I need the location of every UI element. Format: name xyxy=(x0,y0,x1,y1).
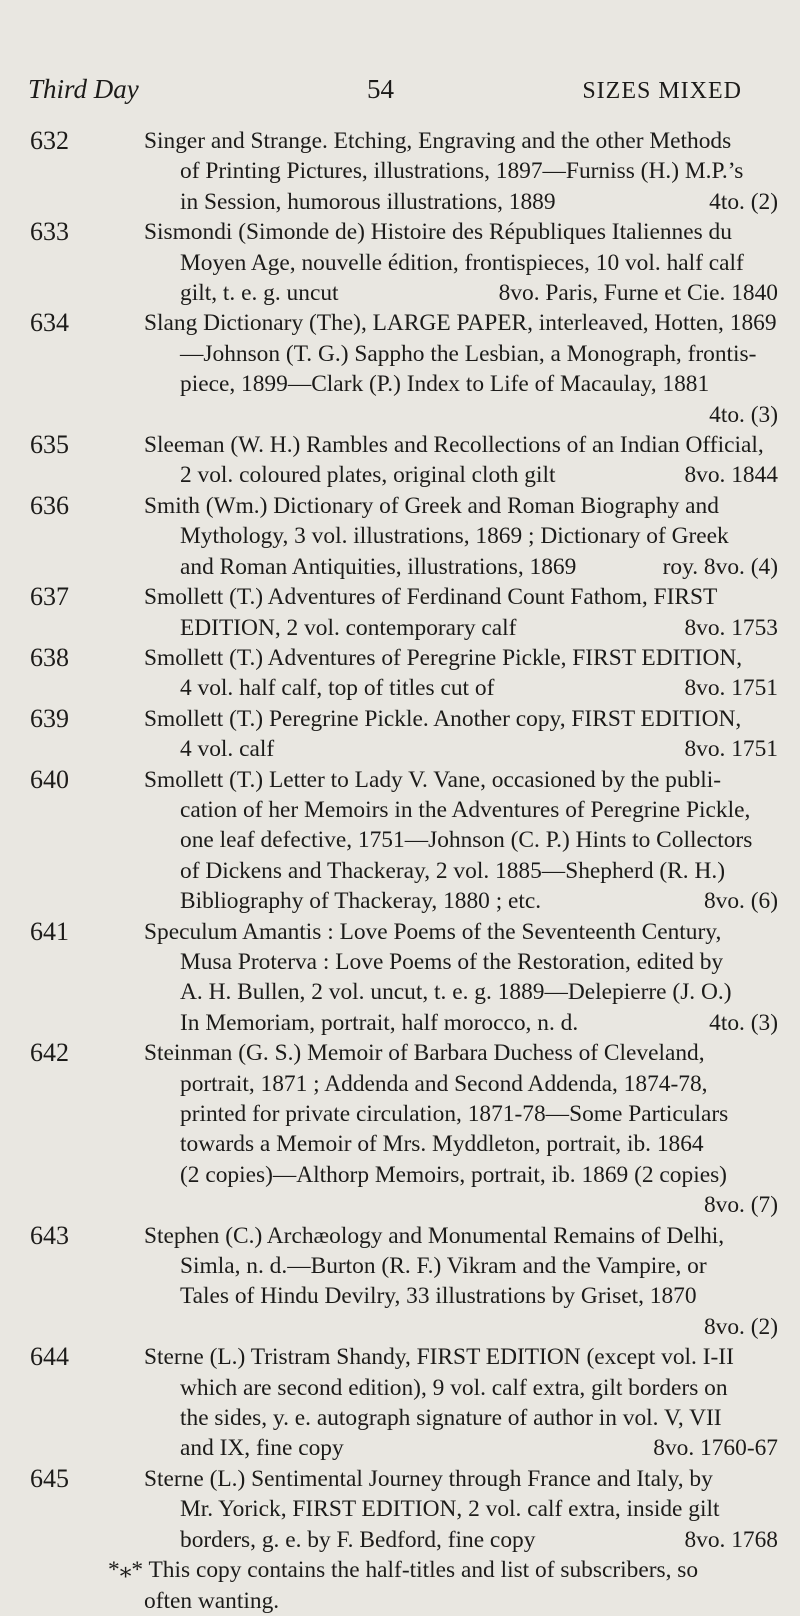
entry-line xyxy=(144,1008,778,1038)
entry-line xyxy=(144,734,778,764)
entry-line: Sleeman (W. H.) Rambles and Recollections of an Indian Official, xyxy=(144,432,764,459)
entry-line xyxy=(144,613,778,643)
entry-text: 4 vol. half calf, top of titles cut of xyxy=(180,675,495,702)
lot-entry xyxy=(0,430,800,491)
lot-entry xyxy=(0,917,800,1039)
entry-line: Smollett (T.) Adventures of Peregrine Pickle, FIRST EDITION, xyxy=(144,644,743,671)
entry-text: gilt, t. e. g. uncut xyxy=(180,280,339,307)
entry-line xyxy=(144,552,778,582)
entry-text: EDITION, 2 vol. contemporary calf xyxy=(180,614,517,641)
entry-line xyxy=(144,886,778,916)
entry-format: 8vo. (2) xyxy=(703,1313,778,1340)
entry-line xyxy=(144,187,778,217)
lot-number: 636 xyxy=(30,490,69,520)
entry-format: 8vo. 1751 xyxy=(684,736,778,763)
entry-line: Sismondi (Simonde de) Histoire des Républiques Italiennes du xyxy=(144,219,732,246)
entry-format: 8vo. (6) xyxy=(703,888,778,915)
entry-format: 8vo. Paris, Furne et Cie. 1840 xyxy=(498,280,778,307)
lot-entry xyxy=(0,1221,800,1343)
entry-line: Stephen (C.) Archæology and Monumental Remains of Delhi, xyxy=(144,1222,725,1249)
entry-format: 8vo. 1768 xyxy=(684,1526,778,1553)
lot-number: 645 xyxy=(30,1463,69,1493)
entry-text: in Session, humorous illustrations, 1889 xyxy=(180,188,556,215)
entry-line xyxy=(144,1525,778,1555)
entry-line: printed for private circulation, 1871-78—Some Particulars xyxy=(180,1101,729,1127)
page-header xyxy=(28,74,742,106)
entry-line: Smollett (T.) Peregrine Pickle. Another copy, FIRST EDITION, xyxy=(144,705,742,732)
lot-entry xyxy=(0,1464,800,1616)
entry-format: roy. 8vo. (4) xyxy=(662,553,778,580)
lot-entry xyxy=(0,765,800,917)
lot-number: 638 xyxy=(30,642,69,672)
lot-number: 640 xyxy=(30,764,69,794)
page-number: 54 xyxy=(367,74,395,104)
entry-line: Moyen Age, nouvelle édition, frontispieces, 10 vol. half calf xyxy=(180,249,744,276)
entry-line: (2 copies)—Althorp Memoirs, portrait, ib. 1869 (2 copies) xyxy=(180,1161,727,1188)
entry-line: Sterne (L.) Sentimental Journey through France and Italy, by xyxy=(144,1465,713,1492)
entry-line: Steinman (G. S.) Memoir of Barbara Duchess of Cleveland, xyxy=(144,1040,705,1067)
entry-format: 8vo. (7) xyxy=(703,1192,778,1219)
entry-line: the sides, y. e. autograph signature of author in vol. V, VII xyxy=(180,1405,722,1432)
entry-line xyxy=(144,278,778,308)
header-section: SIZES MIXED xyxy=(582,78,742,104)
entry-line xyxy=(144,1433,778,1463)
lot-entry xyxy=(0,704,800,765)
lot-number: 633 xyxy=(30,217,69,247)
entry-format: 8vo. 1751 xyxy=(684,675,778,702)
entry-text: Bibliography of Thackeray, 1880 ; etc. xyxy=(180,888,542,915)
lot-number: 635 xyxy=(30,430,69,460)
lot-entry xyxy=(0,126,800,217)
entry-format: 8vo. 1844 xyxy=(684,462,778,489)
entry-line xyxy=(144,460,778,490)
entry-line: one leaf defective, 1751—Johnson (C. P.) Hints to Collectors xyxy=(180,827,753,854)
lot-entry xyxy=(0,308,800,430)
entry-line: Smith (Wm.) Dictionary of Greek and Roman Biography and xyxy=(144,492,719,519)
entry-text: In Memoriam, portrait, half morocco, n. d. xyxy=(180,1009,579,1036)
entry-line: towards a Memoir of Mrs. Myddleton, portrait, ib. 1864 xyxy=(180,1131,704,1158)
entry-text: and IX, fine copy xyxy=(180,1435,344,1462)
lot-number: 632 xyxy=(30,126,69,155)
lot-number: 639 xyxy=(30,703,69,733)
lot-number: 644 xyxy=(30,1342,69,1372)
entry-line: piece, 1899—Clark (P.) Index to Life of Macaulay, 1881 xyxy=(180,371,710,398)
entry-line: Mr. Yorick, FIRST EDITION, 2 vol. calf extra, inside gilt xyxy=(180,1496,720,1523)
entry-line: which are second edition), 9 vol. calf extra, gilt borders on xyxy=(180,1374,728,1401)
entry-line: A. H. Bullen, 2 vol. uncut, t. e. g. 1889—Delepierre (J. O.) xyxy=(180,979,732,1006)
lot-entry xyxy=(0,491,800,582)
entry-line: cation of her Memoirs in the Adventures of Peregrine Pickle, xyxy=(180,796,751,823)
entry-line: Smollett (T.) Letter to Lady V. Vane, occasioned by the publi- xyxy=(144,766,722,793)
lot-entry xyxy=(0,582,800,643)
entry-line: portrait, 1871 ; Addenda and Second Addenda, 1874-78, xyxy=(180,1070,708,1097)
entry-line xyxy=(144,673,778,703)
header-day: Third Day xyxy=(28,74,139,104)
lot-number: 634 xyxy=(30,308,69,338)
lot-number: 637 xyxy=(30,582,69,612)
entry-format: 8vo. 1753 xyxy=(684,614,778,641)
entry-format: 8vo. 1760-67 xyxy=(653,1435,778,1462)
entry-line: —Johnson (T. G.) Sappho the Lesbian, a Monograph, frontis- xyxy=(180,340,757,367)
entry-format: 4to. (2) xyxy=(709,188,778,215)
entry-text: 4 vol. calf xyxy=(180,736,275,763)
lot-entry xyxy=(0,643,800,704)
lot-entry xyxy=(0,217,800,308)
lot-number: 643 xyxy=(30,1220,69,1250)
entry-line: Slang Dictionary (The), LARGE PAPER, interleaved, Hotten, 1869 xyxy=(144,310,777,337)
entry-line: Singer and Strange. Etching, Engraving and the other Methods xyxy=(144,128,732,154)
entry-note: *⁎* This copy contains the half-titles and list of subscribers, so xyxy=(108,1557,699,1584)
entry-note: often wanting. xyxy=(144,1587,280,1614)
entry-line: Sterne (L.) Tristram Shandy, FIRST EDITION (except vol. I-II xyxy=(144,1344,734,1371)
lot-number: 641 xyxy=(30,916,69,946)
entry-line: Simla, n. d.—Burton (R. F.) Vikram and the Vampire, or xyxy=(180,1253,707,1280)
lot-number: 642 xyxy=(30,1038,69,1068)
lot-list xyxy=(0,126,800,1616)
lot-entry xyxy=(0,1342,800,1464)
entry-line: Mythology, 3 vol. illustrations, 1869 ; Dictionary of Greek xyxy=(180,523,729,550)
lot-entry xyxy=(0,1038,800,1220)
entry-line: Tales of Hindu Devilry, 33 illustrations by Griset, 1870 xyxy=(180,1283,697,1310)
entry-format: 4to. (3) xyxy=(709,401,778,428)
entry-line: Smollett (T.) Adventures of Ferdinand Count Fathom, FIRST xyxy=(144,584,718,611)
entry-format: 4to. (3) xyxy=(709,1009,778,1036)
entry-line: Speculum Amantis : Love Poems of the Seventeenth Century, xyxy=(144,918,722,945)
entry-text: and Roman Antiquities, illustrations, 1869 xyxy=(180,553,577,580)
entry-line: of Printing Pictures, illustrations, 1897—Furniss (H.) M.P.’s xyxy=(180,158,744,185)
entry-line: Musa Proterva : Love Poems of the Restoration, edited by xyxy=(180,948,724,975)
entry-text: 2 vol. coloured plates, original cloth gilt xyxy=(180,462,556,489)
entry-line: of Dickens and Thackeray, 2 vol. 1885—Shepherd (R. H.) xyxy=(180,857,725,884)
entry-text: borders, g. e. by F. Bedford, fine copy xyxy=(180,1526,536,1553)
